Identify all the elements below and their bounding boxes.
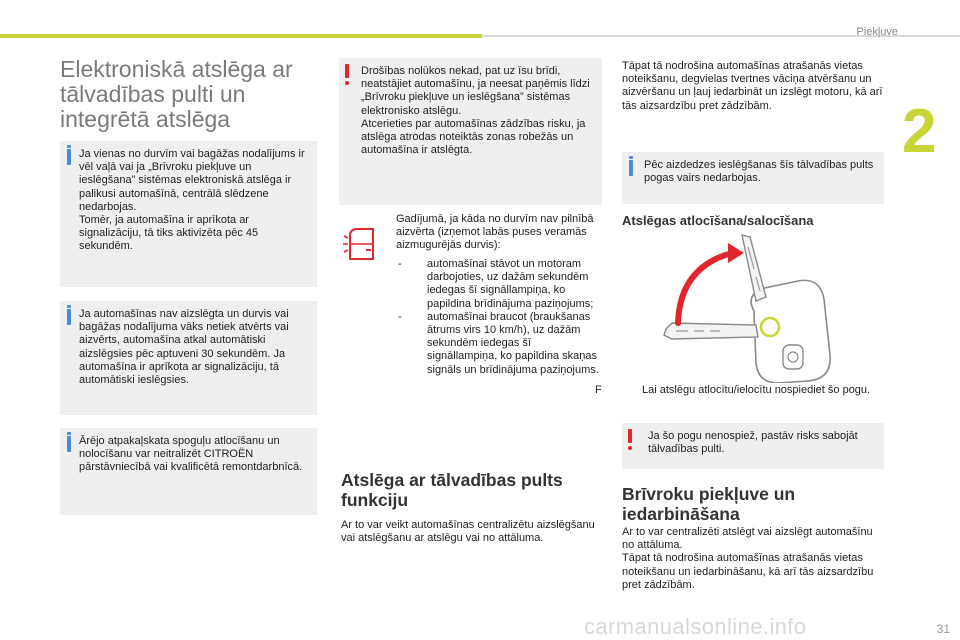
section-label: Piekļuve bbox=[856, 26, 898, 38]
info-icon bbox=[67, 149, 71, 165]
chapter-number: 2 bbox=[902, 97, 937, 166]
info-box-door-open bbox=[60, 141, 317, 287]
info-box-mirrors bbox=[60, 428, 317, 515]
info-box-text: Pēc aizdedzes ieslēgšanas šīs tālvadības pults pogas vairs nedarbojas. bbox=[644, 159, 874, 185]
door-open-warning-icon bbox=[340, 226, 384, 264]
right-intro-paragraph: Tāpat tā nodrošina automašīnas atrašanās vietas noteikšanu, degvielas tvertnes vāciņa atvēršanu un aizvēršanu un ļauj iedarbināt un izslēgt motoru, kā arī tās aizsardzību pret zādzībām. bbox=[622, 60, 883, 112]
watermark: carmanualsonline.info bbox=[584, 614, 807, 639]
remote-key-paragraph: Ar to var veikt automašīnas centralizētu aizslēgšanu vai atslēgšanu ar atslēgu vai no attāluma. bbox=[341, 519, 595, 545]
info-box-auto-relock bbox=[60, 301, 317, 415]
warning-box-security bbox=[339, 58, 602, 205]
step-marker: F bbox=[595, 384, 602, 396]
info-box-text: Ja automašīnas nav aizslēgta un durvis vai bagāžas nodalījuma vāks netiek atvērts vai aizvērts, automašīna atkal automātiski aizslēgsies pēc aptuveni 30 sekundēm. Ja automašīna ir aprīkota ar signalizāciju, tā automātiski ieslēgsies. bbox=[79, 308, 289, 387]
page-title: Elektroniskā atslēga ar tālvadības pulti un integrētā atslēga bbox=[60, 56, 293, 132]
key-fold-illustration bbox=[658, 233, 848, 383]
page-number: 31 bbox=[936, 622, 950, 636]
info-icon bbox=[629, 160, 633, 176]
info-box-ignition bbox=[622, 152, 884, 204]
info-icon bbox=[67, 309, 71, 325]
hands-free-paragraph: Ar to var centralizēti atslēgt vai aizslēgt automašīnu no attāluma. Tāpat tā nodrošina automašīnas atrašanās vietas noteikšanu un iedarbināšanu, kā arī tās aizsardzību pret zādzībām. bbox=[622, 526, 874, 591]
section-heading-hands-free: Brīvroku piekļuve un iedarbināšana bbox=[622, 484, 796, 524]
info-box-text: Ārējo atpakaļskata spoguļu atlocīšanu un nolocīšanu var neitralizēt CITROËN pārstāvniecībā vai kvalificētā remontdarbnīcā. bbox=[79, 435, 303, 474]
section-heading-key-fold: Atslēgas atlocīšana/salocīšana bbox=[622, 213, 814, 228]
list-item: - automašīnai stāvot un motoram darbojoties, uz dažām sekundēm iedegas šī signāllampiņa, ko papildina brīdinājuma paziņojums; bbox=[398, 258, 594, 310]
door-warning-list bbox=[396, 258, 602, 377]
warning-box-text: Drošības nolūkos nekad, pat uz īsu brīdi, neatstājiet automašīnu, ja neesat paņēmis līdzi „Brīvroku piekļuve un ieslēgšana” sistēmas elektronisko atslēgu. Atcerieties par automašīnas zādzības risku, ja atslēga atrodas noteiktās zonas robežās un automašīna ir atslēgta. bbox=[361, 65, 590, 157]
info-box-text: Ja vienas no durvīm vai bagāžas nodalījums ir vēl vaļā vai ja „Brīvroku piekļuve un ieslēgšana” sistēmas elektroniskā atslēga ir palikusi automašīnā, centrālā slēdzene nedarbojas. Tomēr, ja automašīna ir aprīkota ar signalizāciju, tā tiks aktivizēta pēc 45 sekundēm. bbox=[79, 148, 305, 253]
warning-icon bbox=[345, 64, 349, 78]
warning-box-fob bbox=[622, 423, 884, 469]
section-heading-remote-key: Atslēga ar tālvadības pults funkciju bbox=[341, 470, 563, 510]
warning-icon bbox=[628, 429, 632, 443]
header-accent-bar bbox=[0, 34, 482, 38]
list-item: - automašīnai braucot (braukšanas ātrums virs 10 km/h), uz dažām sekundēm iedegas šī signāllampiņa, ko papildina skaņas signāls un brīdinājuma paziņojums. bbox=[398, 310, 599, 376]
key-fold-step: Lai atslēgu atlocītu/ielocītu nospiediet šo pogu. bbox=[642, 384, 871, 396]
door-warning-intro: Gadījumā, ja kāda no durvīm nav pilnībā aizvērta (izņemot labās puses veramās aizmugurējās durvis): bbox=[396, 213, 594, 252]
info-icon bbox=[67, 436, 71, 452]
warning-box-text: Ja šo pogu nenospiež, pastāv risks sabojāt tālvadības pulti. bbox=[648, 430, 858, 456]
